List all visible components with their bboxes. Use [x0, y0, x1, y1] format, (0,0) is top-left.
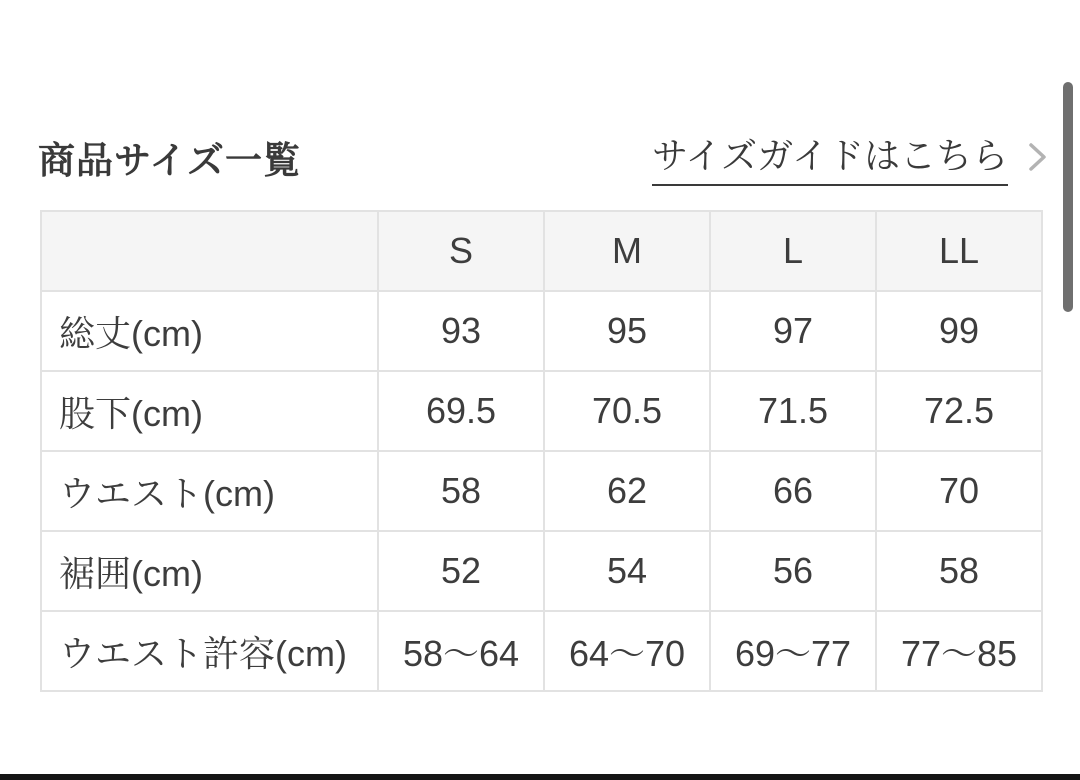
size-guide-link-label: サイズガイドはこちら — [652, 128, 1008, 186]
measurement-value: 58 — [378, 451, 544, 531]
size-column-header: S — [378, 211, 544, 291]
measurement-value: 93 — [378, 291, 544, 371]
measurement-value: 77〜85 — [876, 611, 1042, 691]
size-column-header: LL — [876, 211, 1042, 291]
table-row — [41, 371, 1042, 451]
measurement-value: 70 — [876, 451, 1042, 531]
measurement-value: 72.5 — [876, 371, 1042, 451]
size-column-header: L — [710, 211, 876, 291]
chevron-right-icon — [1024, 139, 1050, 175]
corner-header-cell — [41, 211, 378, 291]
table-row — [41, 291, 1042, 371]
measurement-value: 69〜77 — [710, 611, 876, 691]
table-row — [41, 451, 1042, 531]
measurement-value: 52 — [378, 531, 544, 611]
measurement-label: 股下(cm) — [41, 371, 378, 451]
measurement-value: 99 — [876, 291, 1042, 371]
measurement-label: ウエスト(cm) — [41, 451, 378, 531]
page-title: 商品サイズ一覧 — [38, 140, 302, 181]
size-table — [40, 210, 1043, 692]
measurement-label: 裾囲(cm) — [41, 531, 378, 611]
measurement-value: 58〜64 — [378, 611, 544, 691]
measurement-value: 71.5 — [710, 371, 876, 451]
measurement-label: ウエスト許容(cm) — [41, 611, 378, 691]
size-table-body — [41, 291, 1042, 691]
size-table-header-row — [41, 211, 1042, 291]
measurement-value: 64〜70 — [544, 611, 710, 691]
measurement-label: 総丈(cm) — [41, 291, 378, 371]
vertical-scrollbar-thumb[interactable] — [1063, 82, 1073, 312]
measurement-value: 70.5 — [544, 371, 710, 451]
measurement-value: 58 — [876, 531, 1042, 611]
measurement-value: 62 — [544, 451, 710, 531]
table-row — [41, 611, 1042, 691]
bottom-edge-bar — [0, 774, 1080, 780]
measurement-value: 56 — [710, 531, 876, 611]
measurement-value: 95 — [544, 291, 710, 371]
measurement-value: 66 — [710, 451, 876, 531]
table-row — [41, 531, 1042, 611]
size-guide-link[interactable] — [652, 128, 1050, 186]
measurement-value: 69.5 — [378, 371, 544, 451]
section-header — [38, 133, 1050, 181]
measurement-value: 97 — [710, 291, 876, 371]
size-column-header: M — [544, 211, 710, 291]
measurement-value: 54 — [544, 531, 710, 611]
